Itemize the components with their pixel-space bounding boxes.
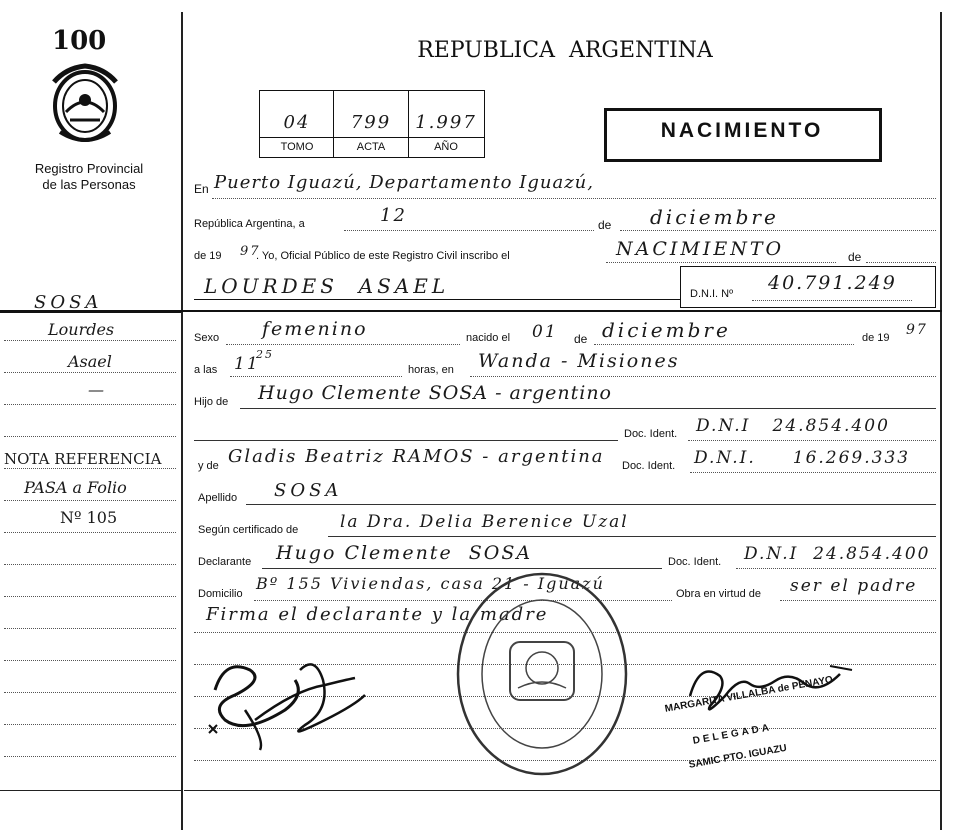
firma-text: Firma el declarante y la madre [206,604,549,625]
margin-note3: Nº 105 [60,508,118,527]
apellido-label: Apellido [198,492,238,504]
margin-surname: SOSA [34,292,103,313]
birth-hour-value: 11 [234,354,260,374]
year-prefix: de 19 [194,250,222,262]
father-doc-value: D.N.I 24.854.400 [696,416,890,436]
margin-note1: NOTA REFERENCIA [4,450,162,468]
office-name-line2: de las Personas [42,177,136,192]
right-border [940,12,942,830]
officer-text: . Yo, Oficial Público de este Registro Civil inscribo el [256,250,510,262]
de-label-1: de [598,218,612,232]
certificado-value: la Dra. Delia Berenice Uzal [340,512,629,532]
birth-minutes-value: 25 [256,348,274,361]
doc-ident-label-2: Doc. Ident. [622,460,676,472]
inscription-type-value: NACIMIENTO [616,238,785,260]
declarante-doc-value: D.N.I 24.854.400 [744,544,931,564]
republica-label: República Argentina, a [194,218,305,230]
birth-month-value: diciembre [602,318,731,342]
acta-label: ACTA [356,141,386,153]
margin-name2: Asael [68,352,112,371]
dni-label: D.N.I. Nº [690,288,734,300]
father-value: Hugo Clemente SOSA - argentino [258,382,612,404]
officer-stamp-name: MARGARITA VILLALBA de PENAYO [664,674,834,715]
day-value: 12 [380,205,407,226]
margin-dash: — [88,380,104,399]
alas-label: a las [194,364,218,376]
nacido-label: nacido el [466,332,511,344]
anio-label: AÑO [434,141,458,153]
margin-name1: Lourdes [48,320,115,339]
officer-stamp-office: SAMIC PTO. IGUAZU [688,742,788,771]
tomo-value: 04 [283,112,311,133]
declarant-signature-icon [205,650,375,760]
full-name-value: LOURDES ASAEL [204,274,450,298]
office-name-line1: Registro Provincial [34,161,144,176]
horas-label: horas, en [408,364,454,376]
tomo-label: TOMO [280,141,314,153]
dni-value: 40.791.249 [768,272,897,294]
record-type: NACIMIENTO [660,119,824,142]
month-value: diciembre [650,205,779,229]
yde-label: y de [198,460,219,472]
de-label-2: de [848,250,862,264]
mother-value: Gladis Beatriz RAMOS - argentina [228,446,605,467]
acta-value: 799 [350,112,392,133]
birth-day-value: 01 [532,322,558,342]
sexo-value: femenino [262,318,368,340]
declarante-label: Declarante [198,556,252,568]
place-value: Puerto Iguazú, Departamento Iguazú, [214,172,594,193]
year-suffix: 97 [240,244,261,259]
mother-doc-value: D.N.I. 16.269.333 [694,448,911,468]
country-title: REPUBLICA ARGENTINA [417,38,713,63]
doc-ident-label-1: Doc. Ident. [624,428,678,440]
birth-year-prefix: de 19 [862,332,890,344]
sexo-label: Sexo [194,332,220,344]
certificado-label: Según certificado de [198,524,299,536]
de-label-3: de [574,332,588,346]
domicilio-value: Bº 155 Viviendas, casa 21 - Iguazú [256,574,605,593]
provincial-seal-icon [46,62,124,146]
domicilio-label: Domicilio [198,588,243,600]
officer-stamp-title: DELEGADA [692,722,773,747]
margin-note2: PASA a Folio [24,478,127,497]
form-number: 100 [52,26,107,56]
declarante-value: Hugo Clemente SOSA [276,542,533,564]
doc-ident-label-3: Doc. Ident. [668,556,722,568]
birth-year-suffix: 97 [906,322,928,338]
obra-label: Obra en virtud de [676,588,761,600]
birth-place-value: Wanda - Misiones [478,350,680,372]
left-column-divider [181,12,183,830]
anio-value: 1.997 [415,112,477,133]
obra-value: ser el padre [790,576,918,596]
official-round-stamp-icon [452,568,632,780]
en-label: En [194,182,209,196]
hijo-label: Hijo de [194,396,229,408]
apellido-value: SOSA [274,480,343,501]
